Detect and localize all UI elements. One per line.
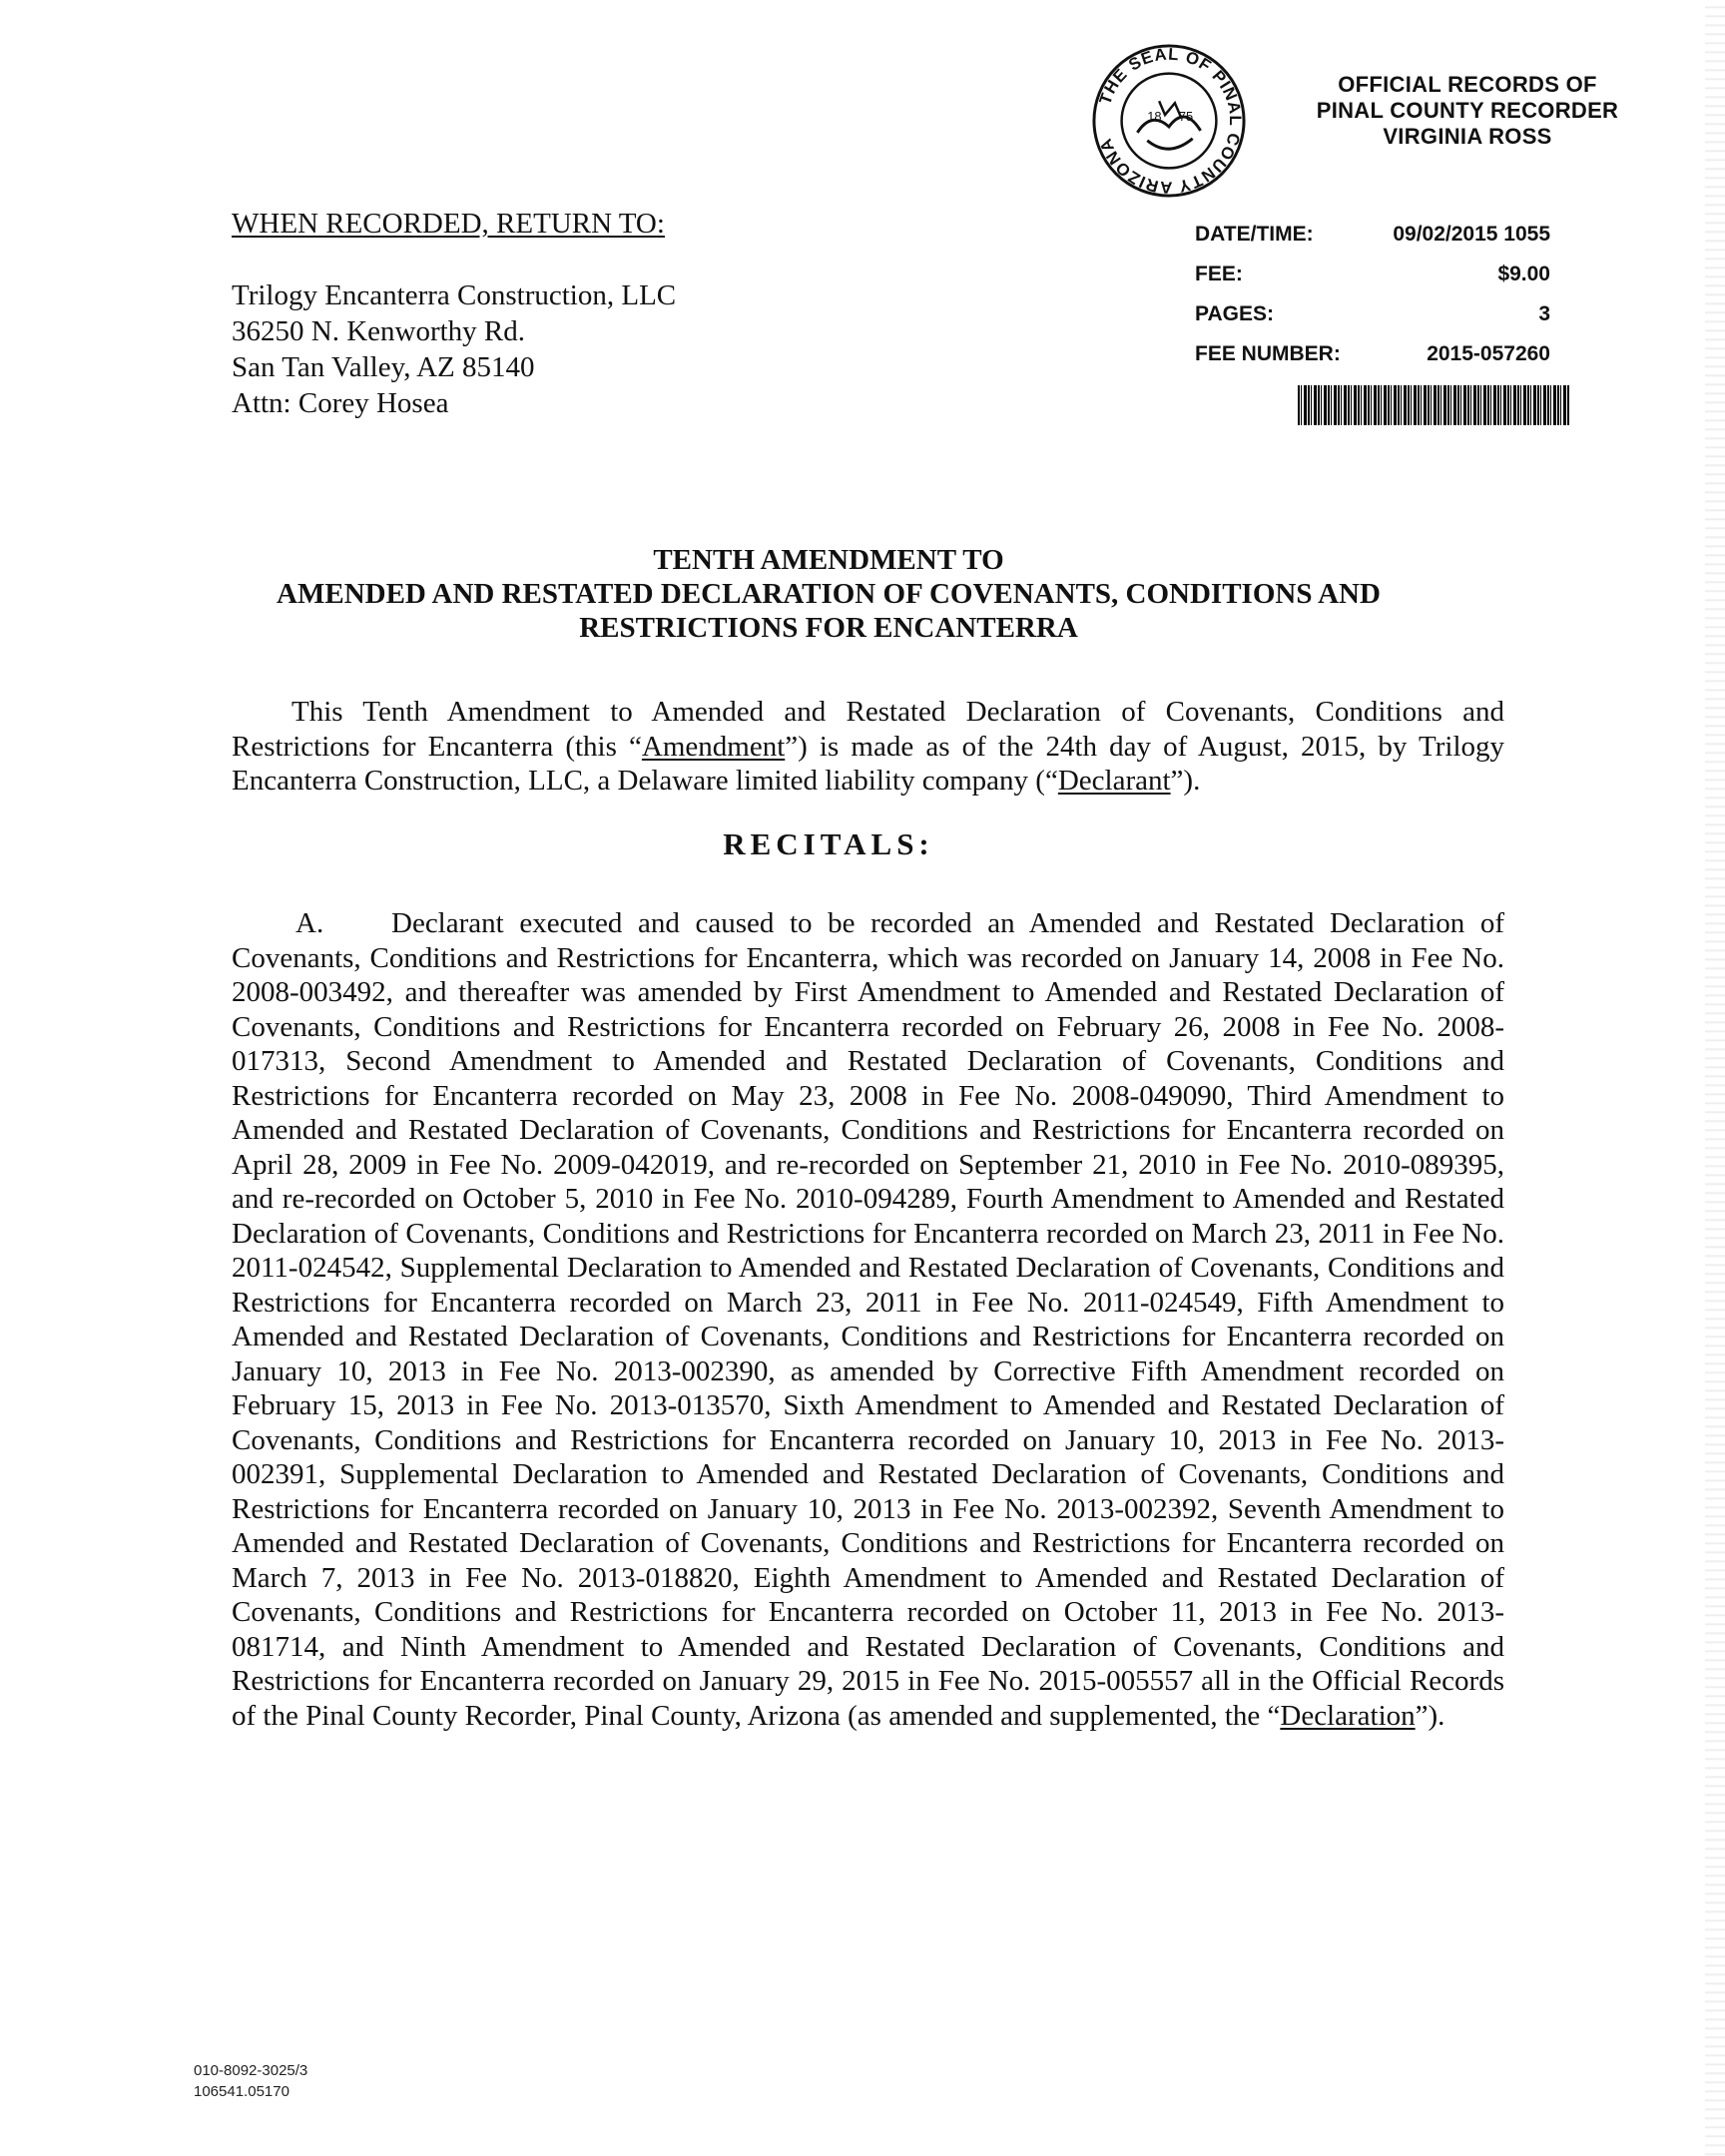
return-line: Trilogy Encanterra Construction, LLC [232,279,677,311]
title-line: RESTRICTIONS FOR ENCANTERRA [579,612,1078,644]
defined-term-declaration: Declaration [1280,1699,1416,1732]
scan-edge-noise [1705,0,1725,2156]
recorder-title-line: VIRGINIA ROSS [1383,124,1552,149]
recital-marker: A. [295,907,324,939]
record-label: FEE NUMBER: [1195,342,1341,365]
record-row-pages [1195,301,1550,341]
seal-year-left: 18 [1147,109,1162,125]
record-value: 2015-057260 [1427,342,1550,365]
record-value: 3 [1538,302,1550,325]
return-line: San Tan Valley, AZ 85140 [232,351,535,383]
title-line: AMENDED AND RESTATED DECLARATION OF COVENANTS, CONDITIONS AND [277,578,1381,610]
recitals-heading: RECITALS: [723,826,934,861]
county-seal-icon [1090,42,1248,200]
svg-text:THE SEAL OF PINAL COUNTY ARIZO [1095,45,1245,198]
return-line: Attn: Corey Hosea [232,387,449,419]
barcode-icon [1298,385,1569,425]
defined-term-amendment: Amendment [641,730,786,763]
record-value: 09/02/2015 1055 [1393,223,1550,246]
footer-code: 010-8092-3025/3 [194,2062,308,2079]
record-label: DATE/TIME: [1195,223,1314,246]
record-label: FEE: [1195,263,1243,285]
return-address-block [232,206,676,421]
intro-text: ”). [1170,765,1201,797]
recital-text: Declarant executed and caused to be recorded an Amended and Restated Declaration of Covenants, Conditions and Restrictions for Encanterra, which was recorded on January 14, 2008 in Fee No. 2008-003492, and thereafter was amended by First Amendment to Amended and Restated Declaration of Covenants, Conditions and Restrictions for Encanterra recorded on February 26, 2008 in Fee No. 2008-017313, Second Amendment to Amended and Restated Declaration of Covenants, Conditions and Restrictions for Encanterra recorded on May 23, 2008 in Fee No. 2008-049090, Third Amendment to Amended and Restated Declaration of Covenants, Conditions and Restrictions for Encanterra recorded on April 28, 2009 in Fee No. 2009-042019, and re-recorded on September 21, 2010 in Fee No. 2010-089395, and re-recorded on October 5, 2010 in Fee No. 2010-094289, Fourth Amendment to Amended and Restated Declaration of Covenants, Conditions and Restrictions for Encanterra recorded on March 23, 2011 in Fee No. 2011-024542, Supplemental Declaration to Amended and Restated Declaration of Covenants, Conditions and Restrictions for Encanterra recorded on March 23, 2011 in Fee No. 2011-024549, Fifth Amendment to Amended and Restated Declaration of Covenants, Conditions and Restrictions for Encanterra recorded on January 10, 2013 in Fee No. 2013-002390, as amended by Corrective Fifth Amendment recorded on February 15, 2013 in Fee No. 2013-013570, Sixth Amendment to Amended and Restated Declaration of Covenants, Conditions and Restrictions for Encanterra recorded on January 10, 2013 in Fee No. 2013-002391, Supplemental Declaration to Amended and Restated Declaration of Covenants, Conditions and Restrictions for Encanterra recorded on January 10, 2013 in Fee No. 2013-002392, Seventh Amendment to Amended and Restated Declaration of Covenants, Conditions and Restrictions for Encanterra recorded on March 7, 2013 in Fee No. 2013-018820, Eighth Amendment to Amended and Restated Declaration of Covenants, Conditions and Restrictions for Encanterra recorded on October 11, 2013 in Fee No. 2013-081714, and Ninth Amendment to Amended and Restated Declaration of Covenants, Conditions and Restrictions for Encanterra recorded on January 29, 2015 in Fee No. 2015-005557 all in the Official Records of the Pinal County Recorder, Pinal County, Arizona (as amended and supplemented, the “ [232,907,1504,1732]
seal-ring-text: THE SEAL OF PINAL COUNTY ARIZONA [1095,44,1246,198]
intro-text: This Tenth Amendment to Amended and Restated Declaration of Covenants, Conditions and Restrictions for Encanterra (this “ [232,696,1504,763]
footer-code: 106541.05170 [194,2083,289,2100]
recording-info [1195,222,1550,381]
record-row-datetime [1195,222,1550,262]
return-heading: WHEN RECORDED, RETURN TO: [232,208,665,240]
footer-document-codes [194,2060,307,2102]
recorder-title [1268,72,1667,150]
document-title [150,543,1507,645]
title-line: TENTH AMENDMENT TO [653,544,1004,576]
record-row-fee [1195,262,1550,301]
intro-text: ”) is made as of the 24th day of August, 2015, by Trilogy Encanterra Construction, LLC, a Delaware limited liability company (“ [232,730,1504,797]
record-row-fee-number [1195,341,1550,381]
record-label: PAGES: [1195,302,1274,325]
recorder-title-line: PINAL COUNTY RECORDER [1316,98,1619,123]
intro-paragraph [232,695,1504,799]
recorder-title-line: OFFICIAL RECORDS OF [1338,72,1597,97]
return-line: 36250 N. Kenworthy Rd. [232,315,526,347]
defined-term-declarant: Declarant [1057,765,1171,797]
seal-year-right: 75 [1178,109,1194,125]
recital-text-end: ”). [1415,1699,1445,1732]
record-value: $9.00 [1497,263,1550,285]
recital-a-paragraph [232,906,1504,1733]
